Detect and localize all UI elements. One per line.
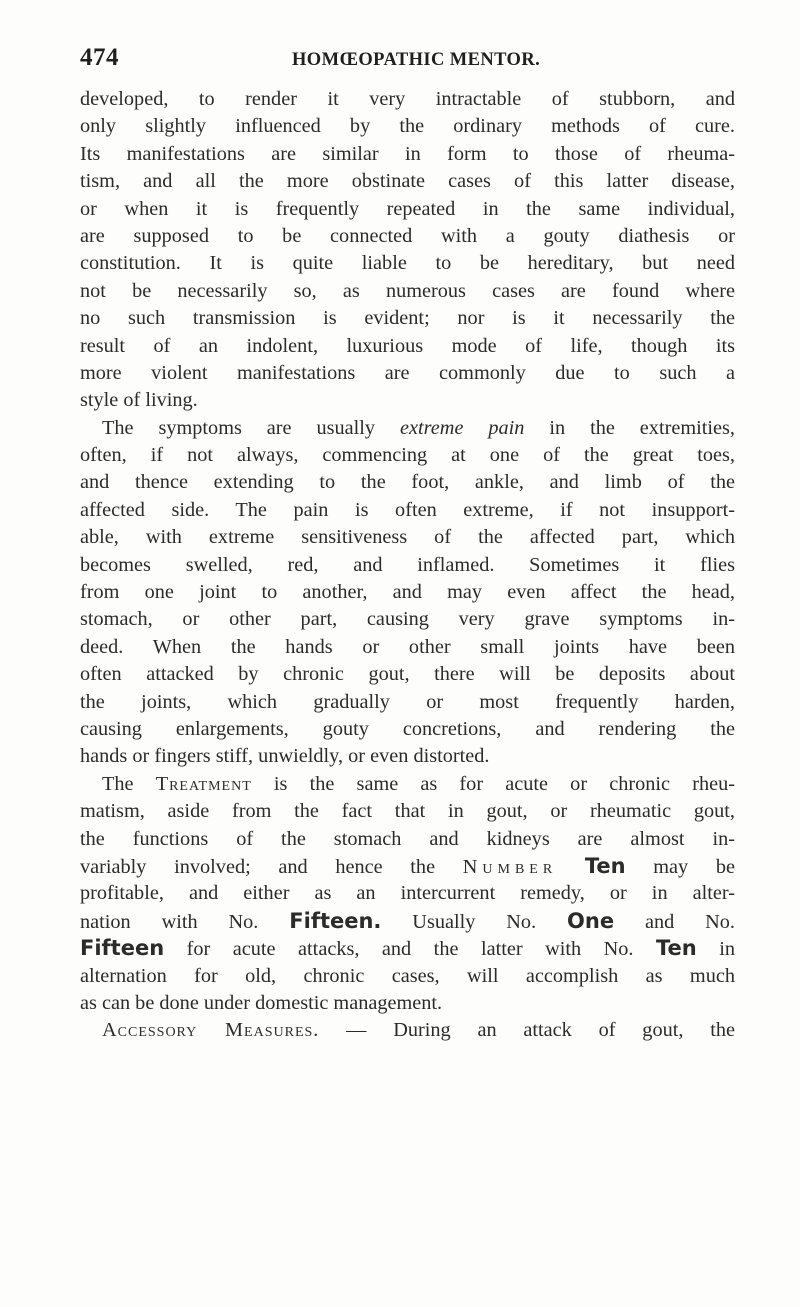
text-line: style of living.: [80, 389, 198, 412]
remedy-number: One: [567, 908, 615, 933]
text-line: the joints, which gradually or most frequently harden,: [80, 690, 735, 713]
text-line: only slightly influenced by the ordinary methods of cure.: [80, 115, 735, 138]
text-line: developed, to render it very intractable of stubborn, and: [80, 88, 735, 110]
text-line: alternation for old, chronic cases, will accomplish as much: [80, 964, 735, 987]
text-line: becomes swelled, red, and inflamed. Sometimes it flies: [80, 553, 735, 576]
text-line: The symptoms are usually extreme pain in the extremities,: [102, 416, 735, 439]
page-number: 474: [80, 44, 119, 71]
text-line: hands or fingers stiff, unwieldly, or even distorted.: [80, 745, 490, 768]
text-line: and thence extending to the foot, ankle, and limb of the: [80, 471, 735, 494]
remedy-number: Ten: [584, 853, 626, 878]
remedy-number: Fifteen: [80, 936, 165, 961]
small-caps-heading: Accessory Measures.: [102, 1019, 320, 1042]
text-line: able, with extreme sensitiveness of the affected part, which: [80, 526, 735, 549]
text-line: Accessory Measures. — During an attack of gout, the: [102, 1019, 735, 1042]
text-line: often, if not always, commencing at one of the great toes,: [80, 444, 735, 467]
text-line: variably involved; and hence the Number Ten may be: [80, 853, 735, 878]
text-line: causing enlargements, gouty concretions, and rendering the: [80, 717, 735, 740]
text-line: constitution. It is quite liable to be hereditary, but need: [80, 252, 735, 275]
emphasis-text: extreme pain: [400, 416, 525, 439]
running-head: HOMŒOPATHIC MENTOR.: [292, 50, 541, 70]
remedy-number: Fifteen.: [289, 908, 382, 933]
text-line: profitable, and either as an intercurrent remedy, or in alter-: [80, 882, 735, 905]
text-line: nation with No. Fifteen. Usually No. One and No.: [80, 908, 735, 933]
body-text: [80, 86, 735, 1045]
text-line: Its manifestations are similar in form to those of rheuma-: [80, 142, 735, 165]
text-line: result of an indolent, luxurious mode of life, though its: [80, 334, 735, 357]
text-line: stomach, or other part, causing very grave symptoms in-: [80, 608, 735, 631]
remedy-number: Ten: [656, 936, 697, 961]
text-line: deed. When the hands or other small joints have been: [80, 635, 735, 658]
text-line: or when it is frequently repeated in the same individual,: [80, 197, 735, 220]
text-line: The Treatment is the same as for acute or chronic rheu-: [102, 772, 735, 795]
text-line: affected side. The pain is often extreme, if not insupport-: [80, 498, 735, 521]
text-line: no such transmission is evident; nor is it necessarily the: [80, 307, 735, 330]
text-line: matism, aside from the fact that in gout, or rheumatic gout,: [80, 800, 735, 823]
text-line: Fifteen for acute attacks, and the latter with No. Ten in: [80, 936, 735, 961]
text-line: tism, and all the more obstinate cases of this latter disease,: [80, 170, 735, 193]
text-line: not be necessarily so, as numerous cases are found where: [80, 279, 735, 302]
text-line: are supposed to be connected with a gouty diathesis or: [80, 224, 735, 247]
text-line: often attacked by chronic gout, there will be deposits about: [80, 663, 735, 686]
text-line: more violent manifestations are commonly due to such a: [80, 361, 735, 384]
text-line: as can be done under domestic management.: [80, 991, 443, 1014]
text-line: from one joint to another, and may even affect the head,: [80, 581, 735, 604]
text-line: the functions of the stomach and kidneys are almost in-: [80, 827, 735, 850]
small-caps-number-label: Number: [462, 855, 558, 878]
page-header: [80, 44, 732, 80]
small-caps-heading: Treatment: [155, 772, 252, 795]
